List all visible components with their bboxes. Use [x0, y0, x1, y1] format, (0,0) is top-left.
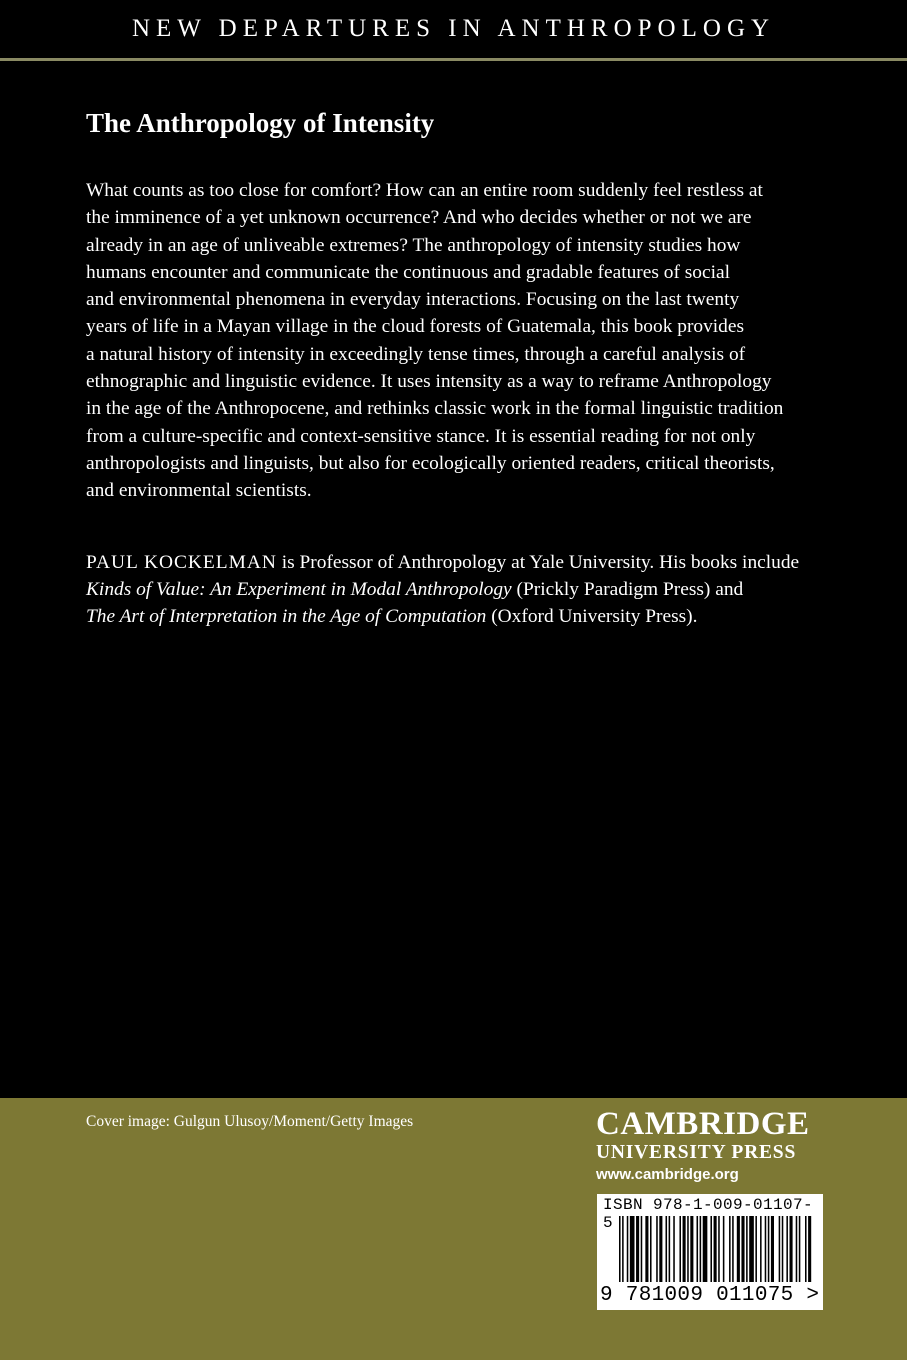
series-title: NEW DEPARTURES IN ANTHROPOLOGY	[131, 15, 776, 42]
blurb-line: already in an age of unliveable extremes? The anthropology of intensity studies how	[86, 234, 741, 256]
blurb-line: What counts as too close for comfort? How can an entire room suddenly feel restless at	[86, 180, 763, 201]
barcode-bar	[641, 1216, 643, 1282]
blurb-line: years of life in a Mayan village in the cloud forests of Guatemala, this book provides	[86, 316, 745, 338]
isbn-barcode	[597, 1194, 823, 1310]
barcode-bar	[630, 1216, 635, 1282]
author-book-publisher: (Prickly Paradigm Press) and	[511, 578, 744, 600]
publisher-press: UNIVERSITY PRESS	[596, 1142, 797, 1163]
barcode-bar	[765, 1216, 767, 1282]
blurb-line: and environmental scientists.	[86, 480, 312, 502]
barcode-bar	[718, 1216, 720, 1282]
cover-image-credit: Cover image: Gulgun Ulusoy/Moment/Getty Images	[86, 1113, 414, 1130]
barcode-bar	[645, 1216, 648, 1282]
author-book-title: Kinds of Value: An Experiment in Modal Anthropology	[86, 578, 512, 600]
barcode-bar	[741, 1216, 744, 1282]
barcode-bar	[714, 1216, 717, 1282]
publisher-logo	[596, 1106, 826, 1183]
barcode-bar	[786, 1216, 788, 1282]
barcode-bar	[771, 1216, 774, 1282]
footer-band	[0, 1098, 907, 1360]
barcode-bar	[622, 1216, 624, 1282]
blurb-line: a natural history of intensity in exceedingly tense times, through a careful analysis of	[86, 343, 746, 365]
blurb-line: and environmental phenomena in everyday interactions. Focusing on the last twenty	[86, 289, 740, 311]
barcode-bar	[690, 1216, 693, 1282]
author-name: PAUL KOCKELMAN	[86, 551, 277, 573]
blurb-line: ethnographic and linguistic evidence. It uses intensity as a way to reframe Anthropology	[86, 371, 772, 393]
barcode-bar	[729, 1216, 731, 1282]
barcode-bar	[710, 1216, 712, 1282]
barcode-bar	[805, 1216, 807, 1282]
author-book-publisher: (Oxford University Press).	[486, 606, 698, 628]
barcode-bar	[669, 1216, 671, 1282]
author-bio-text: is Professor of Anthropology at Yale University. His books include	[276, 551, 800, 573]
barcode-bar	[749, 1216, 754, 1282]
barcode-bar	[656, 1216, 658, 1282]
barcode-bar	[683, 1216, 686, 1282]
barcode-bar	[679, 1216, 681, 1282]
barcode-bar	[703, 1216, 708, 1282]
barcode-bar	[779, 1216, 781, 1282]
barcode-bar	[723, 1216, 725, 1282]
barcode-bar	[768, 1216, 770, 1282]
barcode-bar	[700, 1216, 702, 1282]
book-description	[86, 177, 826, 505]
barcode-bar	[755, 1216, 757, 1282]
barcode-bar	[790, 1216, 793, 1282]
blurb-line: humans encounter and communicate the continuous and gradable features of social	[86, 261, 730, 283]
author-book-title: The Art of Interpretation in the Age of Computation	[86, 606, 487, 628]
barcode-bars	[597, 1216, 823, 1286]
barcode-bar	[737, 1216, 740, 1282]
book-title: The Anthropology of Intensity	[86, 108, 435, 138]
barcode-bar	[796, 1216, 798, 1282]
back-cover-content	[86, 108, 826, 630]
barcode-bar	[673, 1216, 675, 1282]
blurb-line: anthropologists and linguists, but also for ecologically oriented readers, critical theorists,	[86, 452, 775, 474]
series-divider	[0, 58, 907, 61]
barcode-bar	[782, 1216, 784, 1282]
barcode-bar	[659, 1216, 662, 1282]
barcode-bar	[697, 1216, 699, 1282]
barcode-bar	[687, 1216, 689, 1282]
barcode-bar	[760, 1216, 762, 1282]
barcode-bar	[627, 1216, 629, 1282]
barcode-bar	[619, 1216, 621, 1282]
barcode-bar	[636, 1216, 639, 1282]
barcode-bar	[666, 1216, 668, 1282]
barcode-bar	[732, 1216, 734, 1282]
barcode-bar	[808, 1216, 811, 1282]
blurb-line: the imminence of a yet unknown occurrence? And who decides whether or not we are	[86, 207, 752, 229]
blurb-line: from a culture-specific and context-sensitive stance. It is essential reading for not only	[86, 425, 756, 447]
isbn-label: ISBN 978-1-009-01107-5	[603, 1196, 814, 1232]
barcode-bar	[799, 1216, 801, 1282]
barcode-digits: 9 781009 011075 >	[600, 1284, 820, 1307]
publisher-name: CAMBRIDGE	[596, 1106, 810, 1142]
author-bio	[86, 549, 826, 631]
publisher-url: www.cambridge.org	[596, 1166, 739, 1183]
barcode-bar	[650, 1216, 652, 1282]
barcode-bar	[746, 1216, 748, 1282]
blurb-line: in the age of the Anthropocene, and rethinks classic work in the formal linguistic tradition	[86, 398, 784, 420]
